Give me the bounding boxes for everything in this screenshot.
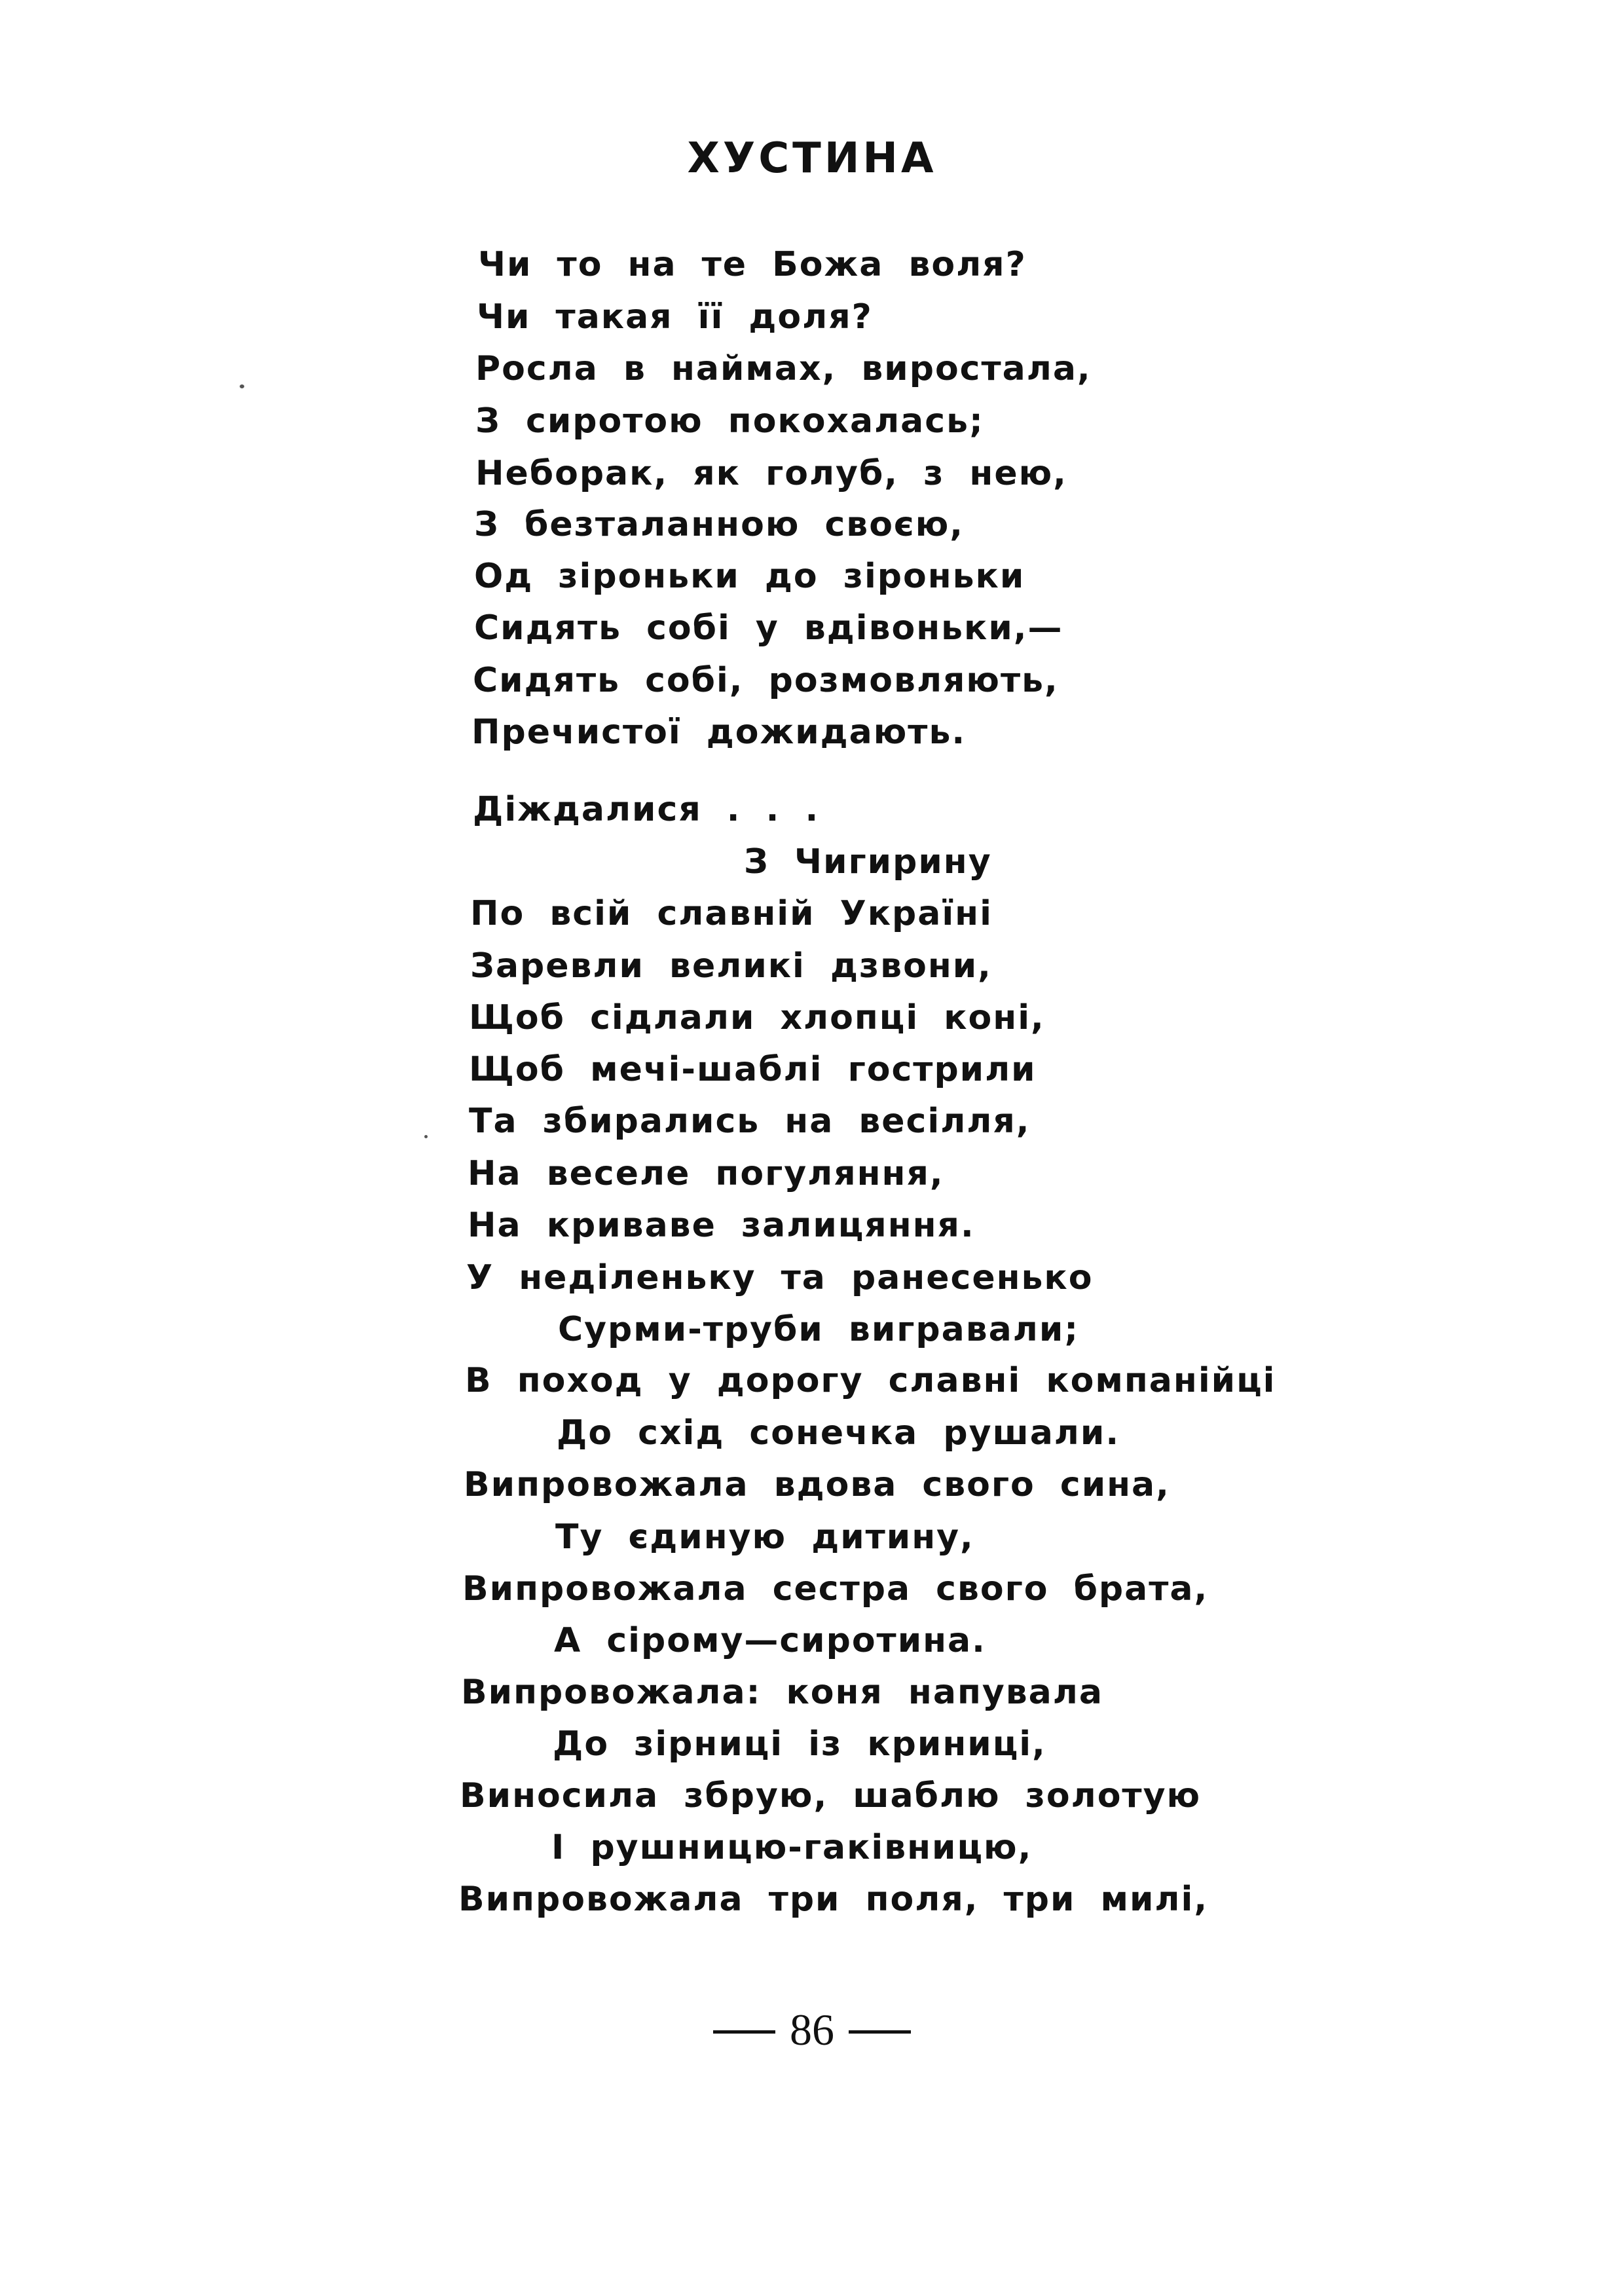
poem-line: У неділеньку та ранесенько [466, 1258, 1094, 1297]
poem-line: Щоб мечі-шаблі гострили [469, 1050, 1037, 1089]
poem-line: Та збирались на весілля, [469, 1102, 1031, 1141]
poem-line: Виносила збрую, шаблю золотую [460, 1776, 1202, 1815]
poem-line: Випровожала три поля, три милі, [458, 1880, 1209, 1919]
poem-line: Пречистої дожидають. [471, 713, 967, 752]
poem-line: Неборак, як голуб, з нею, [475, 454, 1067, 493]
poem-line: По всій славній Україні [470, 894, 993, 933]
poem-line: На веселе погуляння, [468, 1154, 944, 1193]
poem-line: Сидять собі у вдівоньки,— [474, 608, 1063, 648]
poem-line: Випровожала: коня напувала [461, 1673, 1103, 1712]
poem-line: До зірниці із криниці, [553, 1724, 1046, 1764]
poem-line: З сиротою покохалась; [475, 401, 984, 441]
poem-line: В поход у дорогу славні компанійці [465, 1361, 1276, 1400]
poem-line: Заревли великі дзвони, [470, 946, 992, 986]
poem-line: Сидять собі, розмовляють, [473, 661, 1059, 700]
poem-line: Ту єдиную дитину, [555, 1517, 974, 1557]
scan-speck [240, 384, 244, 388]
poem-line: Чи такая її доля? [477, 297, 873, 337]
poem-line: Випровожала вдова свого сина, [464, 1465, 1170, 1504]
poem-line: Росла в наймах, виростала, [475, 349, 1092, 388]
page-number: 86 [790, 2005, 834, 2055]
poem-line: На криваве залицяння. [468, 1206, 975, 1245]
left-dash [713, 2030, 775, 2034]
poem-title: ХУСТИНА [687, 134, 937, 183]
poem-line: З безталанною своєю, [474, 505, 965, 544]
poem-line: Діждалися . . . [473, 790, 820, 829]
poem-line: Сурми-труби вигравали; [558, 1310, 1080, 1349]
poem-line: Чи то на те Божа воля? [478, 245, 1027, 284]
poem-line: Щоб сідлали хлопці коні, [469, 998, 1045, 1037]
poem-line: З Чигирину [744, 842, 992, 882]
poem-line: Випровожала сестра свого брата, [462, 1569, 1209, 1609]
poem-line: А сірому—сиротина. [554, 1621, 986, 1660]
poem-line: До схід сонечка рушали. [557, 1413, 1120, 1453]
poem-line: І рушницю-гаківницю, [551, 1828, 1033, 1867]
page-footer [0, 2004, 1624, 2056]
scan-speck [424, 1135, 428, 1138]
right-dash [849, 2030, 911, 2034]
poem-line: Од зіроньки до зіроньки [474, 557, 1025, 596]
